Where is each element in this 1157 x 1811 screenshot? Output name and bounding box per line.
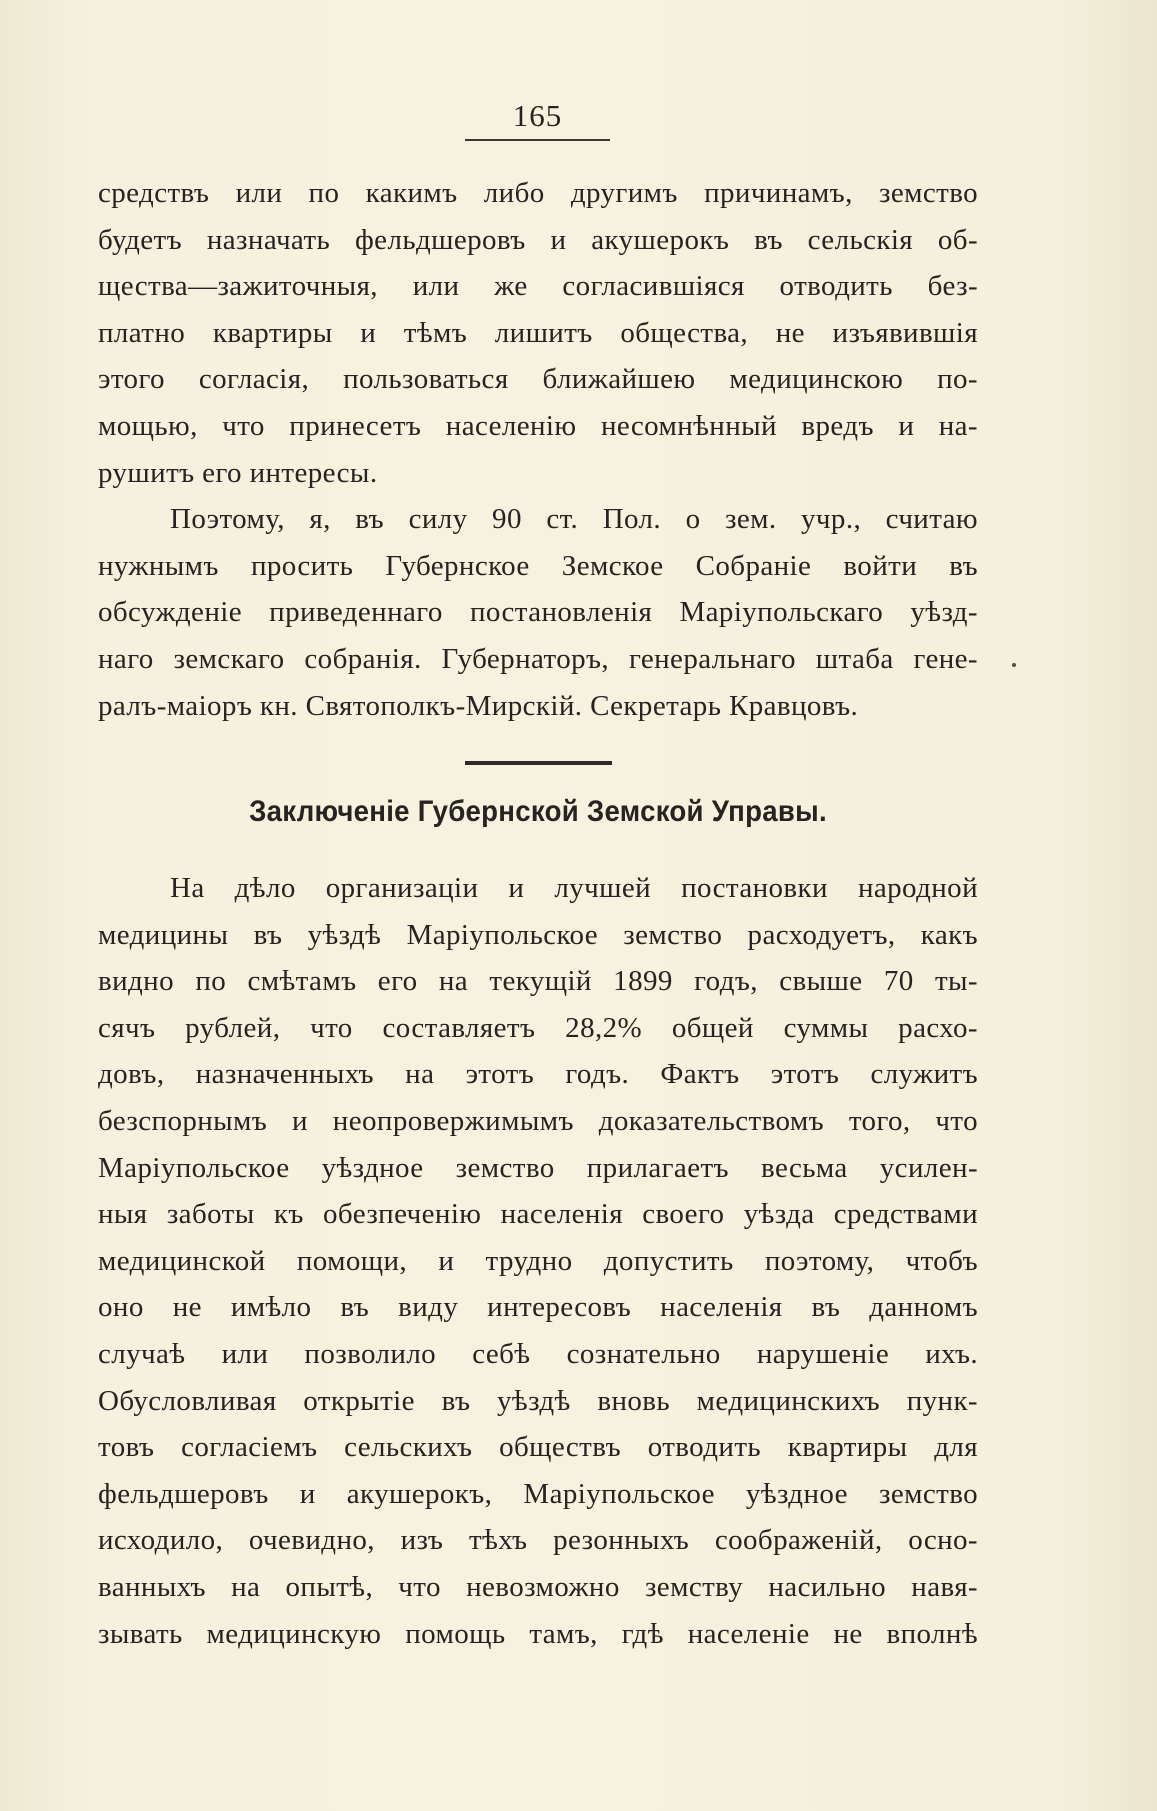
text-line: случаѣ или позволило себѣ сознательно нарушеніе ихъ.	[98, 1337, 978, 1370]
text-line: исходило, очевидно, изъ тѣхъ резонныхъ соображеній, осно-	[98, 1524, 978, 1557]
text-line: товъ согласіемъ сельскихъ обществъ отводить квартиры для	[98, 1431, 978, 1464]
lower-text-block	[98, 865, 978, 1657]
text-line: обсужденіе приведеннаго постановленія Маріупольскаго уѣзд-	[98, 596, 978, 629]
text-line: сячъ рублей, что составляетъ 28,2% общей суммы расхо-	[98, 1011, 978, 1044]
section-divider	[465, 761, 612, 765]
text-line: рушитъ его интересы.	[98, 456, 378, 489]
text-line: медицинской помощи, и трудно допустить поэтому, чтобъ	[98, 1244, 978, 1277]
text-line: довъ, назначенныхъ на этотъ годъ. Фактъ этотъ служитъ	[98, 1058, 978, 1091]
text-line: Обусловливая открытіе въ уѣздѣ вновь медицинскихъ пунк-	[98, 1384, 978, 1417]
text-line: будетъ назначать фельдшеровъ и акушерокъ въ сельскія об-	[98, 223, 978, 256]
text-line: Поэтому, я, въ силу 90 ст. Пол. о зем. учр., считаю	[170, 503, 978, 536]
text-line: этого согласія, пользоваться ближайшею медицинскою по-	[98, 363, 978, 396]
text-line: платно квартиры и тѣмъ лишитъ общества, не изъявившія	[98, 316, 978, 349]
text-line: ралъ-маіоръ кн. Святополкъ-Мирскій. Секретарь Кравцовъ.	[98, 689, 859, 722]
text-line: оно не имѣло въ виду интересовъ населенія въ данномъ	[98, 1291, 978, 1324]
text-line: фельдшеровъ и акушерокъ, Маріупольское уѣздное земство	[98, 1477, 978, 1510]
text-line: На дѣло организаціи и лучшей постановки народной	[170, 872, 978, 904]
text-line: средствъ или по какимъ либо другимъ причинамъ, земство	[98, 177, 978, 209]
text-line: ныя заботы къ обезпеченію населенія своего уѣзда средствами	[98, 1198, 978, 1231]
text-line: наго земскаго собранія. Губернаторъ, генеральнаго штаба гене-	[98, 642, 978, 675]
section-title: Заключеніе Губернской Земской Управы.	[249, 795, 827, 828]
upper-text-block	[98, 170, 978, 729]
text-line: мощью, что принесетъ населенію несомнѣнный вредъ и на-	[98, 409, 978, 442]
page-number-underline	[465, 139, 610, 141]
paragraph-2	[98, 496, 978, 729]
text-line: щества—зажиточныя, или же согласившіяся отводить без-	[98, 270, 978, 303]
text-line: зывать медицинскую помощь тамъ, гдѣ населеніе не вполнѣ	[98, 1617, 978, 1650]
paragraph-1	[98, 170, 978, 496]
text-line: нужнымъ просить Губернское Земское Собраніе войти въ	[98, 549, 978, 582]
text-line: видно по смѣтамъ его на текущій 1899 годъ, свыше 70 ты-	[98, 965, 978, 998]
page-number: 165	[512, 98, 563, 133]
text-line: Маріупольское уѣздное земство прилагаетъ весьма усилен-	[98, 1151, 978, 1184]
print-speck	[1012, 663, 1016, 667]
paragraph-3	[98, 865, 978, 1657]
text-line: медицины въ уѣздѣ Маріупольское земство расходуетъ, какъ	[98, 918, 978, 951]
text-line: безспорнымъ и неопровержимымъ доказательствомъ того, что	[98, 1104, 978, 1137]
text-line: ванныхъ на опытѣ, что невозможно земству насильно навя-	[98, 1570, 978, 1603]
